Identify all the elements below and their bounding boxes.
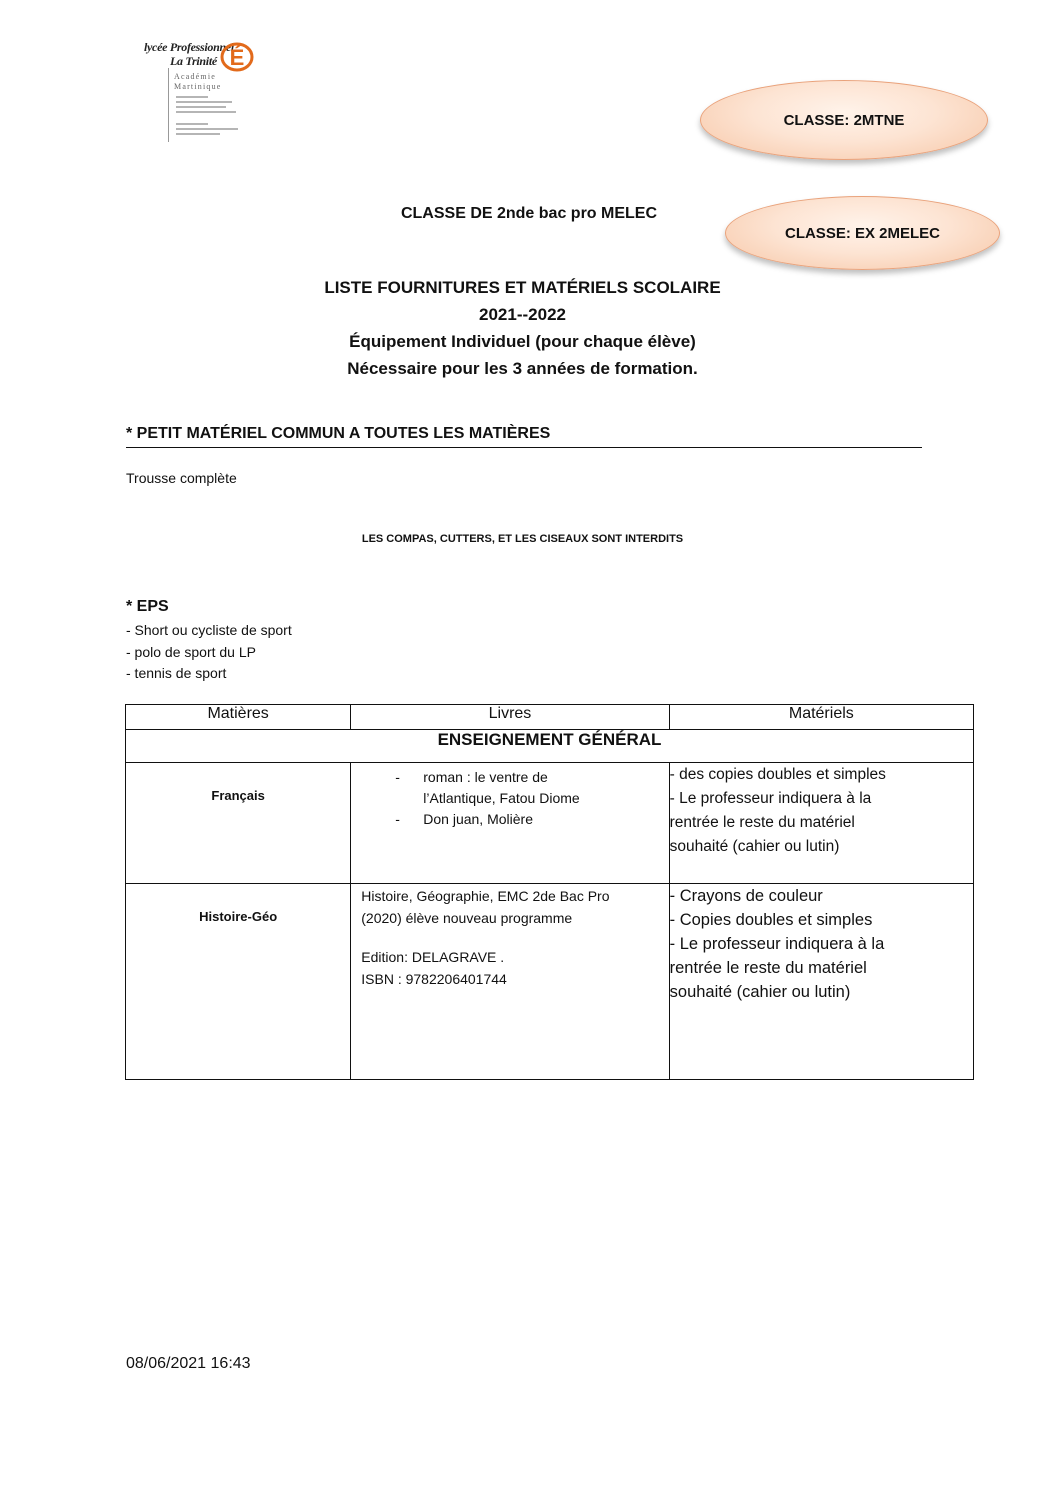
material-line: souhaité (cahier ou lutin) [669,983,851,1001]
material-line: - Crayons de couleur [669,887,823,905]
table-row [126,763,974,884]
books-cell [351,884,669,1080]
materials-cell [669,884,973,1080]
logo-text-line1: lycée Professionnel [144,40,234,54]
logo-ministry-lines [176,96,256,138]
school-logo [140,36,260,148]
list-item: - Short ou cycliste de sport [126,622,292,638]
e-letter-icon [220,38,254,72]
subject-cell: Français [126,763,351,884]
table-row [126,884,974,1080]
common-material-heading: * PETIT MATÉRIEL COMMUN A TOUTES LES MATIÈRES [126,425,922,448]
common-material-item: Trousse complète [126,470,237,486]
book-line: (2020) élève nouveau programme [361,909,573,926]
material-line: - des copies doubles et simples [669,766,886,783]
school-year: 2021--2022 [479,305,566,324]
material-line: souhaité (cahier ou lutin) [669,838,840,855]
material-line: - Copies doubles et simples [669,911,873,929]
list-item: - polo de sport du LP [126,643,256,660]
book-line: ISBN : 9782206401744 [361,970,507,987]
books-cell [351,763,669,884]
material-line: - Le professeur indiquera à la [669,790,872,807]
eps-list [126,620,292,685]
list-item [351,767,668,809]
supplies-table [125,704,974,1080]
material-line: rentrée le reste du matériel [669,814,855,831]
class-title: CLASSE DE 2nde bac pro MELEC [400,205,658,222]
list-title: LISTE FOURNITURES ET MATÉRIELS SCOLAIRE [324,278,721,297]
book-line: Histoire, Géographie, EMC 2de Bac Pro [361,888,610,904]
logo-subtitle-2: Martinique [174,82,222,91]
book-line: roman : le ventre de [423,769,548,785]
column-header-materiels: Matériels [669,705,973,730]
book-line: l’Atlantique, Fatou Diome [423,790,580,806]
section-row [126,730,974,763]
logo-divider [168,68,169,142]
book-line: Edition: DELAGRAVE . [361,949,505,965]
section-label: ENSEIGNEMENT GÉNÉRAL [126,730,974,763]
logo-subtitle-1: Académie [174,72,217,81]
column-header-matieres: Matières [126,705,351,730]
print-timestamp: 08/06/2021 16:43 [126,1355,251,1372]
svg-text:É: É [229,45,245,70]
subject-cell: Histoire-Géo [126,884,351,1080]
eps-heading: * EPS [126,598,169,615]
logo-text-line2: La Trinité [170,54,217,68]
class-badge-ex-2melec: CLASSE: EX 2MELEC [725,196,1000,270]
class-badge-2mtne: CLASSE: 2MTNE [700,80,988,160]
equipment-line: Équipement Individuel (pour chaque élève) [349,332,696,351]
duration-line: Nécessaire pour les 3 années de formation. [347,359,698,378]
title-block [0,274,1045,382]
material-line: - Le professeur indiquera à la [669,935,885,953]
materials-cell [669,763,973,884]
forbidden-items-warning: LES COMPAS, CUTTERS, ET LES CISEAUX SONT INTERDITS [361,533,684,545]
list-item: - tennis de sport [126,665,227,681]
table-header-row [126,705,974,730]
column-header-livres: Livres [351,705,669,730]
list-item: - Don juan, Molière [351,809,668,830]
material-line: rentrée le reste du matériel [669,959,867,977]
